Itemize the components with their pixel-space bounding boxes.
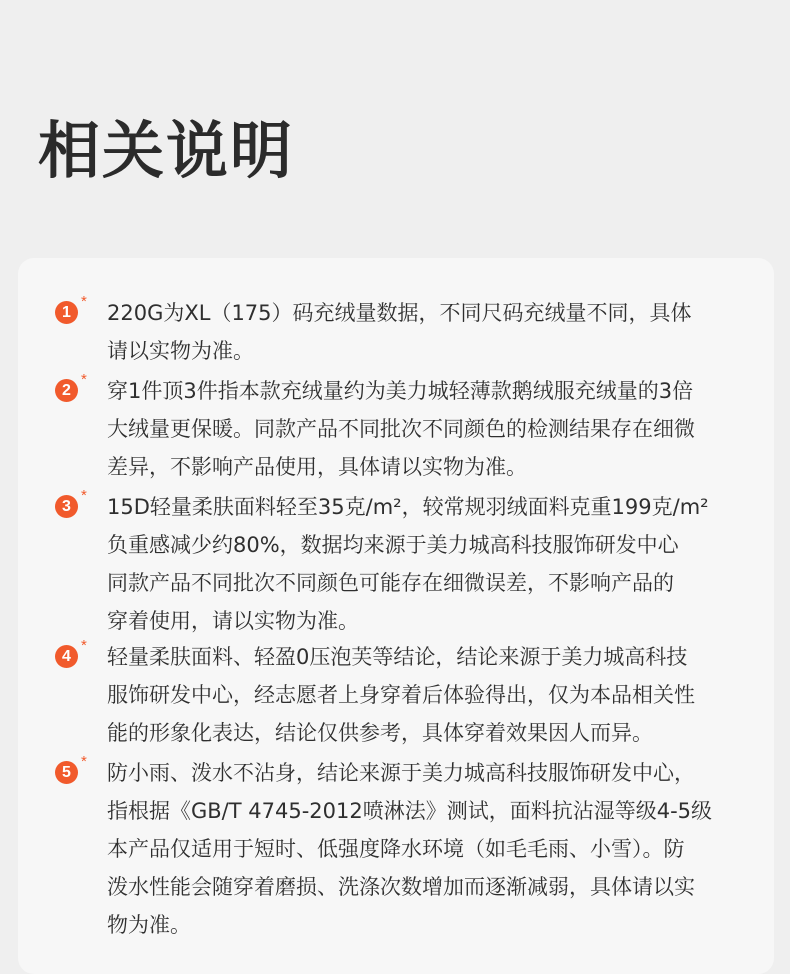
note-line: 穿着使用，请以实物为准。: [107, 609, 359, 633]
note-line: 物为准。: [107, 913, 191, 937]
asterisk-icon: *: [81, 371, 87, 388]
note-text: [107, 372, 757, 486]
asterisk-icon: *: [81, 487, 87, 504]
note-line: 220G为XL（175）码充绒量数据，不同尺码充绒量不同，具体: [107, 301, 692, 325]
number-circle-icon: 2: [55, 379, 78, 402]
note-line: 同款产品不同批次不同颜色可能存在细微误差，不影响产品的: [107, 571, 674, 595]
note-line: 指根据《GB/T 4745-2012喷淋法》测试，面料抗沾湿等级4-5级: [107, 799, 713, 823]
note-text: [107, 488, 757, 640]
number-circle-icon: 3: [55, 495, 78, 518]
page-title: 相关说明: [38, 114, 295, 187]
asterisk-icon: *: [81, 293, 87, 310]
number-circle-icon: 4: [55, 645, 78, 668]
note-line: 穿1件顶3件指本款充绒量约为美力城轻薄款鹅绒服充绒量的3倍: [107, 379, 694, 403]
asterisk-icon: *: [81, 637, 87, 654]
note-line: 请以实物为准。: [107, 339, 254, 363]
notes-card: [18, 258, 774, 974]
note-line: 轻量柔肤面料、轻盈0压泡芙等结论，结论来源于美力城高科技: [107, 645, 688, 669]
note-line: 能的形象化表达，结论仅供参考，具体穿着效果因人而异。: [107, 721, 653, 745]
note-line: 差异，不影响产品使用，具体请以实物为准。: [107, 455, 527, 479]
note-text: [107, 294, 757, 370]
note-line: 负重感减少约80%，数据均来源于美力城高科技服饰研发中心: [107, 533, 679, 557]
note-line: 大绒量更保暖。同款产品不同批次不同颜色的检测结果存在细微: [107, 417, 695, 441]
note-line: 本产品仅适用于短时、低强度降水环境（如毛毛雨、小雪）。防: [107, 837, 685, 861]
note-text: [107, 754, 757, 944]
note-line: 泼水性能会随穿着磨损、洗涤次数增加而逐渐减弱，具体请以实: [107, 875, 695, 899]
note-text: [107, 638, 757, 752]
number-circle-icon: 1: [55, 301, 78, 324]
note-line: 防小雨、泼水不沾身，结论来源于美力城高科技服饰研发中心，: [107, 761, 695, 785]
asterisk-icon: *: [81, 753, 87, 770]
note-line: 15D轻量柔肤面料轻至35克/m²，较常规羽绒面料克重199克/m²: [107, 495, 709, 519]
number-circle-icon: 5: [55, 761, 78, 784]
note-line: 服饰研发中心，经志愿者上身穿着后体验得出，仅为本品相关性: [107, 683, 695, 707]
